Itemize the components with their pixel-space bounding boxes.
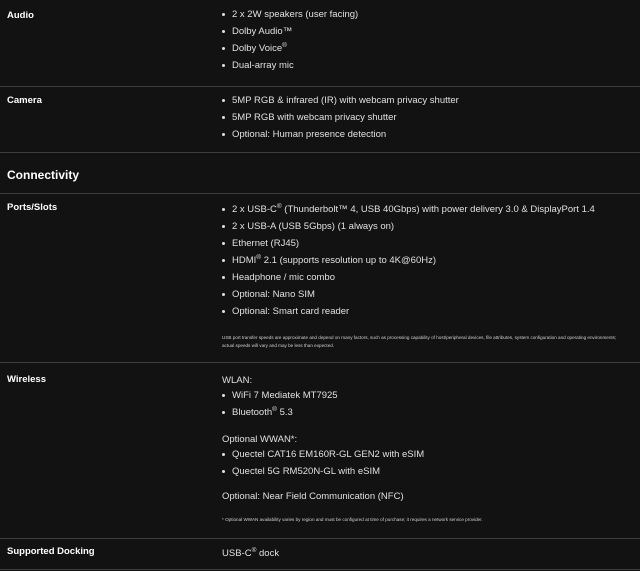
- wireless-content: [222, 374, 632, 421]
- audio-list: [222, 6, 632, 74]
- list-item: 2 x USB-C® (Thunderbolt™ 4, USB 40Gbps) with power delivery 3.0 & DisplayPort 1.4: [222, 201, 632, 218]
- list-item: 2 x 2W speakers (user facing): [222, 6, 632, 23]
- ports-content: [222, 201, 632, 320]
- camera-list: [222, 92, 632, 143]
- bullet-icon: [222, 133, 225, 136]
- row-divider: [0, 569, 640, 570]
- wlan-list: [222, 387, 632, 421]
- bullet-icon: [222, 242, 225, 245]
- bullet-icon: [222, 310, 225, 313]
- camera-content: [222, 92, 632, 143]
- list-item: Dolby Voice®: [222, 40, 632, 57]
- list-item: Optional: Human presence detection: [222, 126, 632, 143]
- wireless-footnote: * Optional WWAN availability varies by region and must be configured at time of purchase; it requires a network service provider.: [222, 517, 483, 522]
- list-item: Bluetooth® 5.3: [222, 404, 632, 421]
- bullet-icon: [222, 208, 225, 211]
- row-divider: [0, 86, 640, 87]
- bullet-icon: [222, 225, 225, 228]
- bullet-icon: [222, 259, 225, 262]
- bullet-icon: [222, 13, 225, 16]
- list-item: 5MP RGB & infrared (IR) with webcam privacy shutter: [222, 92, 632, 109]
- nfc-text: Optional: Near Field Communication (NFC): [222, 491, 404, 502]
- docking-content: USB-C® dock: [222, 546, 280, 559]
- audio-content: [222, 6, 632, 74]
- ports-label: Ports/Slots: [7, 202, 58, 213]
- list-item: Optional: Smart card reader: [222, 303, 632, 320]
- list-item: 2 x USB-A (USB 5Gbps) (1 always on): [222, 218, 632, 235]
- ports-footnote: USB port transfer speeds are approximate and depend on many factors, such as processing capability of host/peripheral devices, file attributes, system configuration and operating environments; actual speeds will vary and may be less than expected.: [222, 335, 617, 348]
- bullet-icon: [222, 470, 225, 473]
- row-divider: [0, 152, 640, 153]
- list-item: Dual-array mic: [222, 57, 632, 74]
- bullet-icon: [222, 64, 225, 67]
- bullet-icon: [222, 30, 225, 33]
- bullet-icon: [222, 276, 225, 279]
- bullet-icon: [222, 99, 225, 102]
- wireless-label: Wireless: [7, 374, 46, 385]
- list-item: WiFi 7 Mediatek MT7925: [222, 387, 632, 404]
- bullet-icon: [222, 453, 225, 456]
- ports-list: [222, 201, 632, 320]
- bullet-icon: [222, 394, 225, 397]
- section-title-connectivity: Connectivity: [7, 168, 80, 182]
- audio-label: Audio: [7, 10, 34, 21]
- bullet-icon: [222, 293, 225, 296]
- wwan-block: [222, 433, 632, 480]
- bullet-icon: [222, 47, 225, 50]
- docking-label: Supported Docking: [7, 546, 95, 557]
- list-item: HDMI® 2.1 (supports resolution up to 4K@60Hz): [222, 252, 632, 269]
- list-item: 5MP RGB with webcam privacy shutter: [222, 109, 632, 126]
- list-item: Optional: Nano SIM: [222, 286, 632, 303]
- wwan-list: [222, 446, 632, 480]
- row-divider: [0, 362, 640, 363]
- bullet-icon: [222, 411, 225, 414]
- wwan-heading: Optional WWAN*:: [222, 434, 298, 445]
- row-divider: [0, 538, 640, 539]
- row-divider: [0, 193, 640, 194]
- list-item: Quectel 5G RM520N-GL with eSIM: [222, 463, 632, 480]
- list-item: Headphone / mic combo: [222, 269, 632, 286]
- list-item: Dolby Audio™: [222, 23, 632, 40]
- list-item: Quectel CAT16 EM160R-GL GEN2 with eSIM: [222, 446, 632, 463]
- wlan-heading: WLAN:: [222, 375, 253, 386]
- camera-label: Camera: [7, 95, 42, 106]
- bullet-icon: [222, 116, 225, 119]
- list-item: Ethernet (RJ45): [222, 235, 632, 252]
